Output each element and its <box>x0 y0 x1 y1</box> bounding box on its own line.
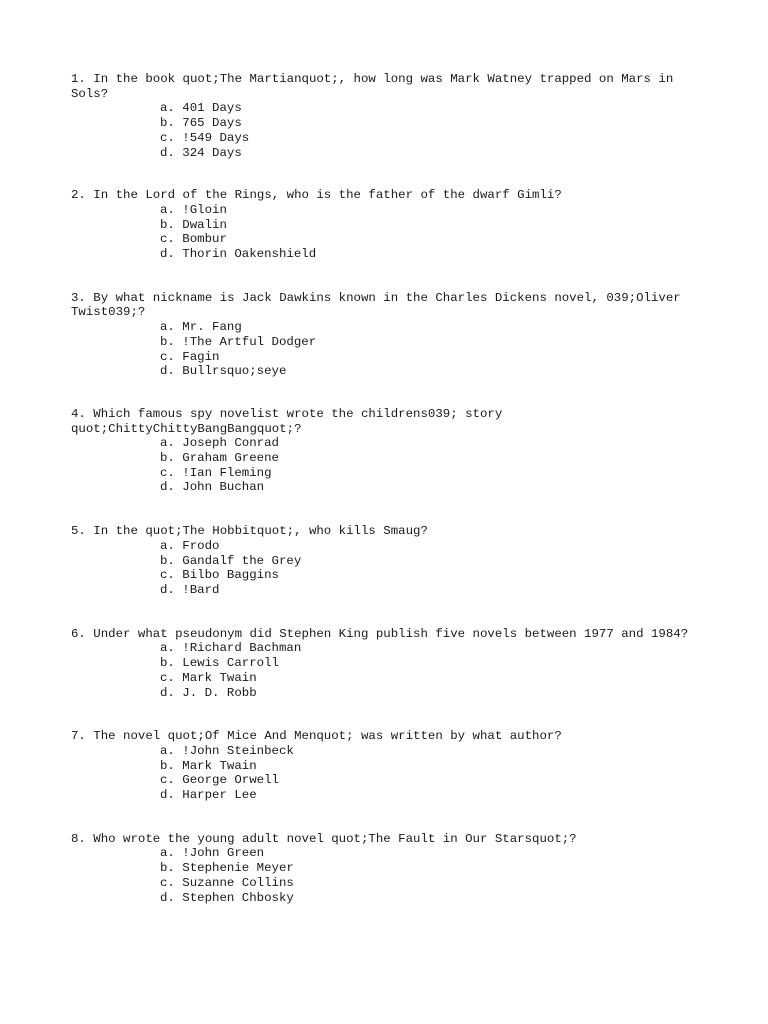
answer-options <box>71 203 711 262</box>
answer-options <box>71 436 711 495</box>
question-2 <box>71 188 711 262</box>
question-text: 2. In the Lord of the Rings, who is the father of the dwarf Gimli? <box>71 188 562 203</box>
question-5 <box>71 524 711 598</box>
answer-option: a. 401 Days <box>160 101 242 116</box>
question-text: 3. By what nickname is Jack Dawkins known in the Charles Dickens novel, 039;Oliver Twist039;? <box>71 290 689 320</box>
question-8 <box>71 832 711 906</box>
answer-option: d. 324 Days <box>160 145 242 160</box>
question-6 <box>71 627 711 701</box>
question-4 <box>71 407 711 495</box>
answer-option: c. Suzanne Collins <box>160 875 294 890</box>
answer-option: b. Dwalin <box>160 217 227 232</box>
answer-option: c. George Orwell <box>160 773 279 788</box>
answer-option: b. 765 Days <box>160 116 242 131</box>
question-7 <box>71 729 711 803</box>
answer-option: a. Joseph Conrad <box>160 436 279 451</box>
answer-options <box>71 320 711 379</box>
answer-option: c. Fagin <box>160 349 220 364</box>
answer-option: d. Stephen Chbosky <box>160 890 294 905</box>
question-text: 1. In the book quot;The Martianquot;, how long was Mark Watney trapped on Mars in Sols? <box>71 72 681 101</box>
answer-option: c. Mark Twain <box>160 670 257 685</box>
answer-option: d. J. D. Robb <box>160 685 257 700</box>
question-text: 7. The novel quot;Of Mice And Menquot; was written by what author? <box>71 729 562 744</box>
answer-option: d. John Buchan <box>160 480 265 495</box>
answer-option: a. !Gloin <box>160 202 227 217</box>
answer-option: a. Frodo <box>160 538 220 553</box>
answer-option: a. !John Steinbeck <box>160 743 294 758</box>
quiz-document <box>71 72 711 905</box>
answer-option: b. Lewis Carroll <box>160 656 279 671</box>
answer-option: b. Gandalf the Grey <box>160 553 302 568</box>
answer-option: d. Harper Lee <box>160 788 257 803</box>
answer-options <box>71 641 711 700</box>
answer-option: c. Bombur <box>160 232 227 247</box>
answer-option: c. Bilbo Baggins <box>160 568 279 583</box>
answer-options <box>71 101 711 160</box>
answer-option: d. !Bard <box>160 582 220 597</box>
answer-option: b. Stephenie Meyer <box>160 861 294 876</box>
question-1 <box>71 72 711 160</box>
answer-option: b. !The Artful Dodger <box>160 334 317 349</box>
answer-option: b. Graham Greene <box>160 451 279 466</box>
answer-options <box>71 539 711 598</box>
question-text: 8. Who wrote the young adult novel quot;The Fault in Our Starsquot;? <box>71 831 577 846</box>
answer-options <box>71 744 711 803</box>
answer-option: c. !Ian Fleming <box>160 465 272 480</box>
question-3 <box>71 291 711 379</box>
answer-option: d. Bullrsquo;seye <box>160 364 287 379</box>
answer-options <box>71 846 711 905</box>
answer-option: c. !549 Days <box>160 130 250 145</box>
question-text: 4. Which famous spy novelist wrote the childrens039; story quot;ChittyChittyBangBangquot;? <box>71 406 510 436</box>
question-text: 6. Under what pseudonym did Stephen King publish five novels between 1977 and 1984? <box>71 626 689 641</box>
answer-option: b. Mark Twain <box>160 758 257 773</box>
answer-option: a. !Richard Bachman <box>160 641 302 656</box>
question-text: 5. In the quot;The Hobbitquot;, who kills Smaug? <box>71 524 428 539</box>
answer-option: a. Mr. Fang <box>160 320 242 335</box>
answer-option: d. Thorin Oakenshield <box>160 247 317 262</box>
answer-option: a. !John Green <box>160 846 265 861</box>
